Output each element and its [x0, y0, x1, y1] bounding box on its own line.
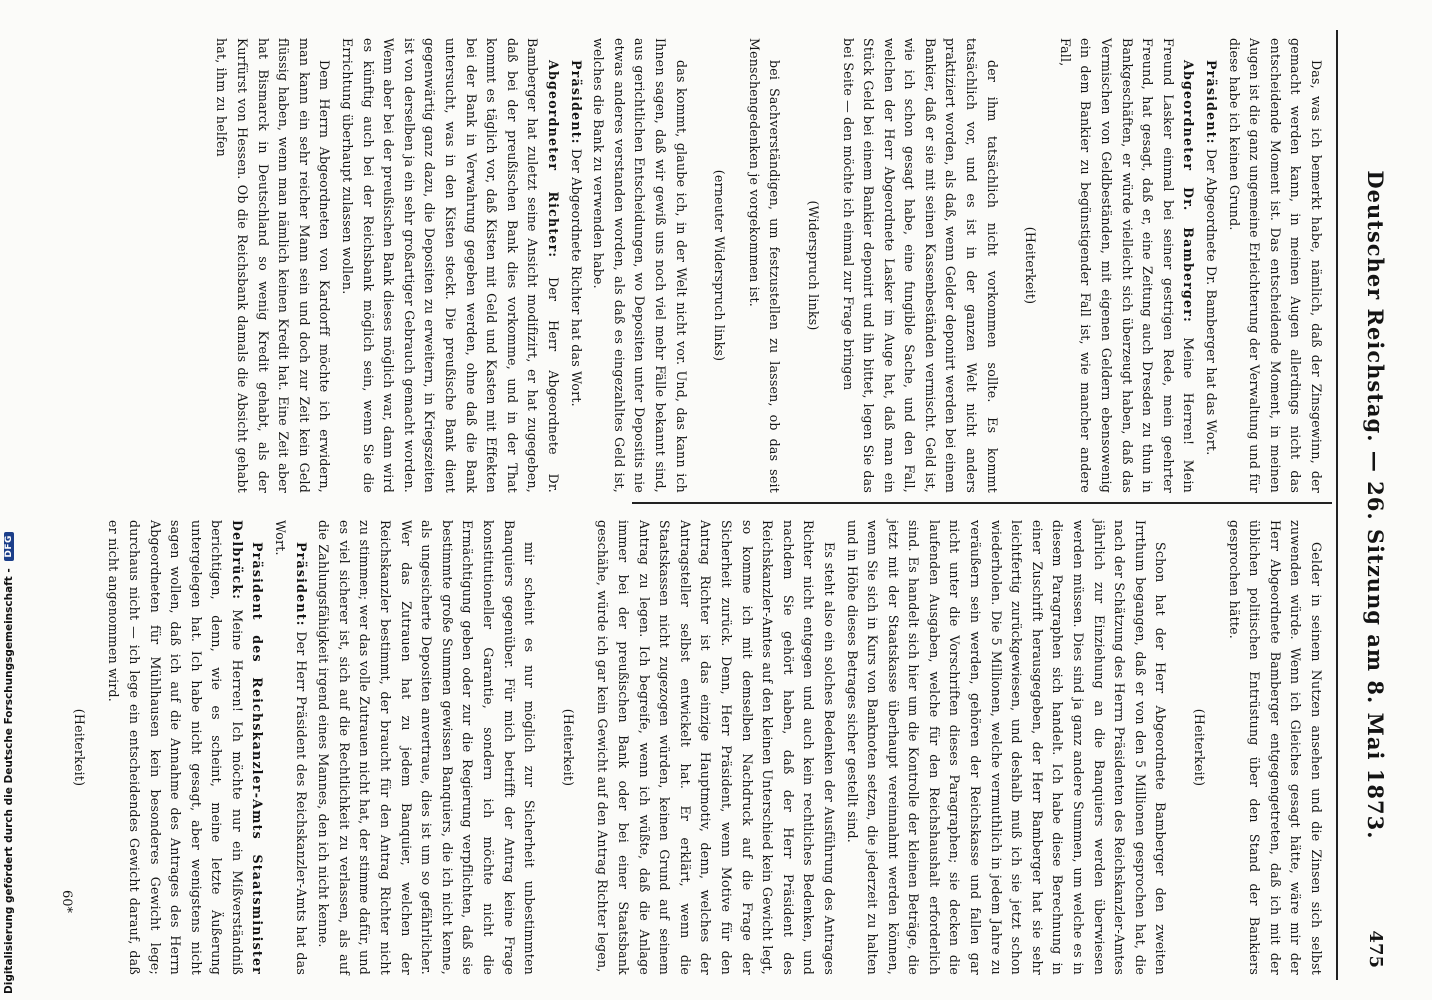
paragraph-text: (Heiterkeit)	[560, 708, 576, 787]
paragraph	[270, 520, 311, 975]
dfg-logo-icon: DFG	[4, 532, 14, 561]
page-header	[1352, 30, 1392, 980]
paragraph-text: (Heiterkeit)	[71, 708, 87, 787]
left-text-column	[209, 38, 1326, 493]
paragraph	[841, 520, 1171, 975]
paragraph-text: mir scheint es nur möglich zur Sicherheit unbestimmten Banquiers gegenüber. Für mich betrifft der Antrag keine Frage konstitutioneller Garantie, sondern ich möchte nicht die Ermächtigung geben oder zur die Regierung verpflichten, daß sie bestimmte große Summen gewissen Banquiers, die ich nicht kenne, als ungesicherte Depositen anvertraue, dies ist um so gefährlicher. Wer das Zutrauen hat zu jedem Banquier, welchen der Reichskanzler bestimmt, der braucht für den Antrag Richter nicht zu stimmen; wer das volle Zutrauen nicht hat, der stimme dafür, und es viel sicherer ist, sich auf die Rechtlichkeit zu verlassen, als auf die Zahlungsfähigkeit irgend eines Mannes, den ich nicht kenne.	[316, 520, 538, 975]
paragraph-text: Der Abgeordnete Richter hat das Wort.	[568, 148, 584, 407]
paragraph-text: der ihm tatsächlich nicht vorkommen sollte. Es kommt tatsächlich vor, und es ist in der ganzen Welt nicht anders praktiziert worden, als daß, wenn Gelder deponirt werden bei einem Bankier, daß er sie mit seinen Kassenbeständen vermischt. Geld ist, wie ich schon gesagt habe, eine fungible Sache, und den Fall, welchen der Herr Abgeordnete Lasker im Auge hat, daß man ein Stück Geld bei einem Bankier deponirt und ihn bittet, legen Sie das bei Seite — den möchte ich einmal zur Frage bringen	[840, 38, 1000, 493]
paragraph-text: Meine Herren! Mein Freund Lasker einmal bei seiner gestrigen Rede, mein geehrter Freund, hat gesagt, daß er, eine Zeitung auch Dresden zu thun in Bankgeschäften, er würde vielleicht sich überzeugt haben, daß das Vermischen von Geldbeständen, mit eigenen Geldern ebensowenig ein dem Bankier zu begünstigender Fall ist, wie mancher andere Fall,	[1057, 38, 1197, 493]
header-rule	[1336, 30, 1338, 980]
paragraph-text: Das, was ich bemerkt habe, nämlich, daß der Zinsgewinn, der gemacht werden kann, in meinen Augen allerdings nicht das entscheidende Moment ist. Das entscheidende Moment, in meinen Augen ist die ganz ungemeine Erleichterung der Verwaltung und für diese habe ich keinen Grund.	[1226, 38, 1324, 493]
paragraph-text: Der Herr Präsident des Reichskanzler-Amts hat das Wort.	[273, 520, 309, 975]
paragraph-text: (Widerspruch links)	[805, 200, 821, 331]
paragraph	[313, 520, 540, 975]
paragraph	[743, 38, 784, 493]
signature-marker: 60*	[59, 890, 74, 914]
paragraph	[592, 520, 839, 975]
paragraph-text: Meine Herren! Ich möchte nur ein Mißverständniß berichtigen, denn, wie es scheint, meine letzte Äußerung untergelegen hat. Ich habe nicht gesagt, aber wenigstens nicht sagen wollen, daß ich auf die Annahme des Antrages des Herrn Abgeordneten für Mühlhausen kein besonderes Gewicht lege; durchaus nicht — ich lege ein entscheidendes Gewicht darauf, daß er nicht angenommen wird.	[106, 520, 245, 975]
paragraph	[1054, 38, 1198, 493]
paragraph	[1200, 38, 1221, 493]
stage-direction	[557, 520, 578, 975]
digitization-footer	[0, 0, 20, 1000]
paragraph-text: Der Herr Abgeordnete Dr. Bamberger hat zuletzt seine Ansicht modifizirt, er hat zugegeben, daß bei der preußischen Bank dies vorkomme, und in der That kommt es täglich vor, daß Kisten mit Geld und Kasten mit Effekten bei der Bank in Verwahrung gegeben werden, ohne daß die Bank untersucht, was in den Kisten steckt. Die preußische Bank dient gegenwärtig ganz dazu, die Depositen zu erweitern, in Kriegszeiten ist von derselben ja ein sehr großartiger Gebrauch gemacht worden. Wenn aber bei der preußischen Bank dieses möglich war, dann wird es künftig auch bei der Reichsbank möglich sein, wenn Sie die Errichtung überhaupt zulassen wollen.	[340, 38, 561, 493]
stage-direction	[1020, 38, 1041, 493]
paragraph-text: (Heiterkeit)	[1023, 226, 1039, 305]
footer-text: Digitalisierung gefördert durch die Deutsche Forschungsgemeinschaft -	[3, 568, 15, 994]
page-number: 475	[1365, 930, 1386, 968]
column-divider	[632, 502, 1332, 504]
paragraph	[837, 38, 1002, 493]
paragraph	[1223, 520, 1326, 975]
speaker-name: Abgeordneter Dr. Bamberger:	[1181, 60, 1197, 323]
paragraph	[336, 38, 563, 493]
speaker-name: Abgeordneter Richter:	[546, 60, 561, 259]
speaker-name: Präsident:	[293, 542, 309, 627]
paragraph	[1223, 38, 1326, 493]
paragraph	[588, 38, 691, 493]
paragraph-text: bei Sachverständigen, um festzustellen zu lassen, ob das seit Menschengedenken je vorgekommen ist.	[746, 38, 783, 493]
right-text-column	[50, 520, 1326, 975]
paragraph	[211, 38, 335, 493]
stage-direction	[1188, 520, 1209, 975]
stage-direction	[709, 38, 730, 493]
paragraph-text: (erneuter Widerspruch links)	[712, 169, 728, 362]
paragraph-text: Dem Herrn Abgeordneten von Kardorff möchte ich erwidern, man kann ein sehr reicher Mann sein und doch zur Zeit kein Geld flüssig haben, wenn man nämlich keinen Kredit hat. Eine Zeit aber hat Bismarck in Deutschland so wenig Kredit gehabt, als der Kurfürst von Hessen. Ob die Reichsbank damals die Absicht gehabt hat, ihm zu helfen	[214, 38, 333, 493]
stage-direction	[802, 38, 823, 493]
paragraph-text: Der Abgeordnete Dr. Bamberger hat das Wort.	[1204, 148, 1220, 456]
paragraph-text: (Heiterkeit)	[1192, 708, 1208, 787]
paragraph	[565, 38, 586, 493]
paragraph-text: Gelder in seinem Nutzen ansehen und die Zinsen sich selbst zuwenden würde. Wenn ich Gleiches gesagt hätte, wäre mir der Herr Abgeordnete Bamberger entgegengetreten, daß ich mit der üblichen politischen Entrüstung über den Stand der Bankiers gesprochen hätte.	[1226, 520, 1324, 975]
page-title: Deutscher Reichstag. — 26. Sitzung am 8. Mai 1873.	[1363, 170, 1388, 840]
speaker-name: Präsident:	[568, 60, 584, 145]
rotated-newspaper-page	[32, 30, 1392, 980]
speaker-name: Präsident:	[1204, 60, 1220, 145]
paragraph	[103, 520, 268, 975]
paragraph-text: das kommt, glaube ich, in der Welt nicht vor. Und, das kann ich Ihnen sagen, daß wir gewiß uns noch viel mehr Fälle bekannt sind, aus gerichtlichen Entscheidungen, wo Depositen unter Depositis nie etwas anderes verstanden worden, als daß es eingezahltes Geld ist, welches die Bank zu verwenden habe.	[591, 38, 689, 493]
paragraph-text: Es steht also ein solches Bedenken der Ausführung des Antrages Richter nicht entgegen und auch kein rechtliches Bedenken, und nachdem Sie gehört haben, daß der Herr Präsident des Reichskanzler-Amtes auf den kleinen Unterschied kein Gewicht legt, so komme ich mit demselben Nachdruck auf die Frage der Sicherheit zurück. Denn, Herr Präsident, wenn Motive für den Antrag Richter ist das einzige Hauptmotiv, denn, welches der Antragsteller selbst entwickelt hat. Er erklärt, wenn die Staatskassen nicht zugezogen würden, keinen Grund auf seinem Antrag zu legen. Ich begreife, wenn ich wüßte, daß die Anlage immer bei der preußischen Bank oder bei einer Staatsbank geschähe, würde ich gar kein Gewicht auf den Antrag Richter legen,	[595, 520, 837, 975]
speaker-name: Präsident des Reichskanzler-Amts Staatsminister Delbrück:	[229, 520, 266, 975]
paragraph-text: Schon hat der Herr Abgeordnete Bamberger den zweiten Irrthum begangen, daß er von den 5 Millionen gesprochen hat, die nach der Schätzung des Herrn Präsidenten des Reichskanzler-Amtes jährlich zur Einziehung an die Banquiers werden überwiesen werden müssen. Dies sind ja ganz andere Summen, um welche es in diesem Paragraphen sich handelt. Ich habe diese Berechnung in einer Zuschrift herausgegeben, der Herr Bamberger hat sie sehr leichtfertig zurückgewiesen, und deshalb muß ich sie jetzt schon wiederholen. Die 5 Millionen, welche vermuthlich in jedem Jahre zu veräußern sein werden, gehören der Reichskasse und fallen gar nicht unter die Vorschriften dieses Paragraphen; sie decken die laufenden Ausgaben, welche für den Reichshaushalt erforderlich sind. Es handelt sich hier um die Kontrolle der kleinen Beträge, die jetzt mit der Staatskasse überhaupt vereinnahmt werden können, wenn Sie sich in Kurs von Banknoten setzen, die jederzeit zu halten und in Höhe dieses Betrages sicher gestellt sind.	[844, 520, 1169, 975]
